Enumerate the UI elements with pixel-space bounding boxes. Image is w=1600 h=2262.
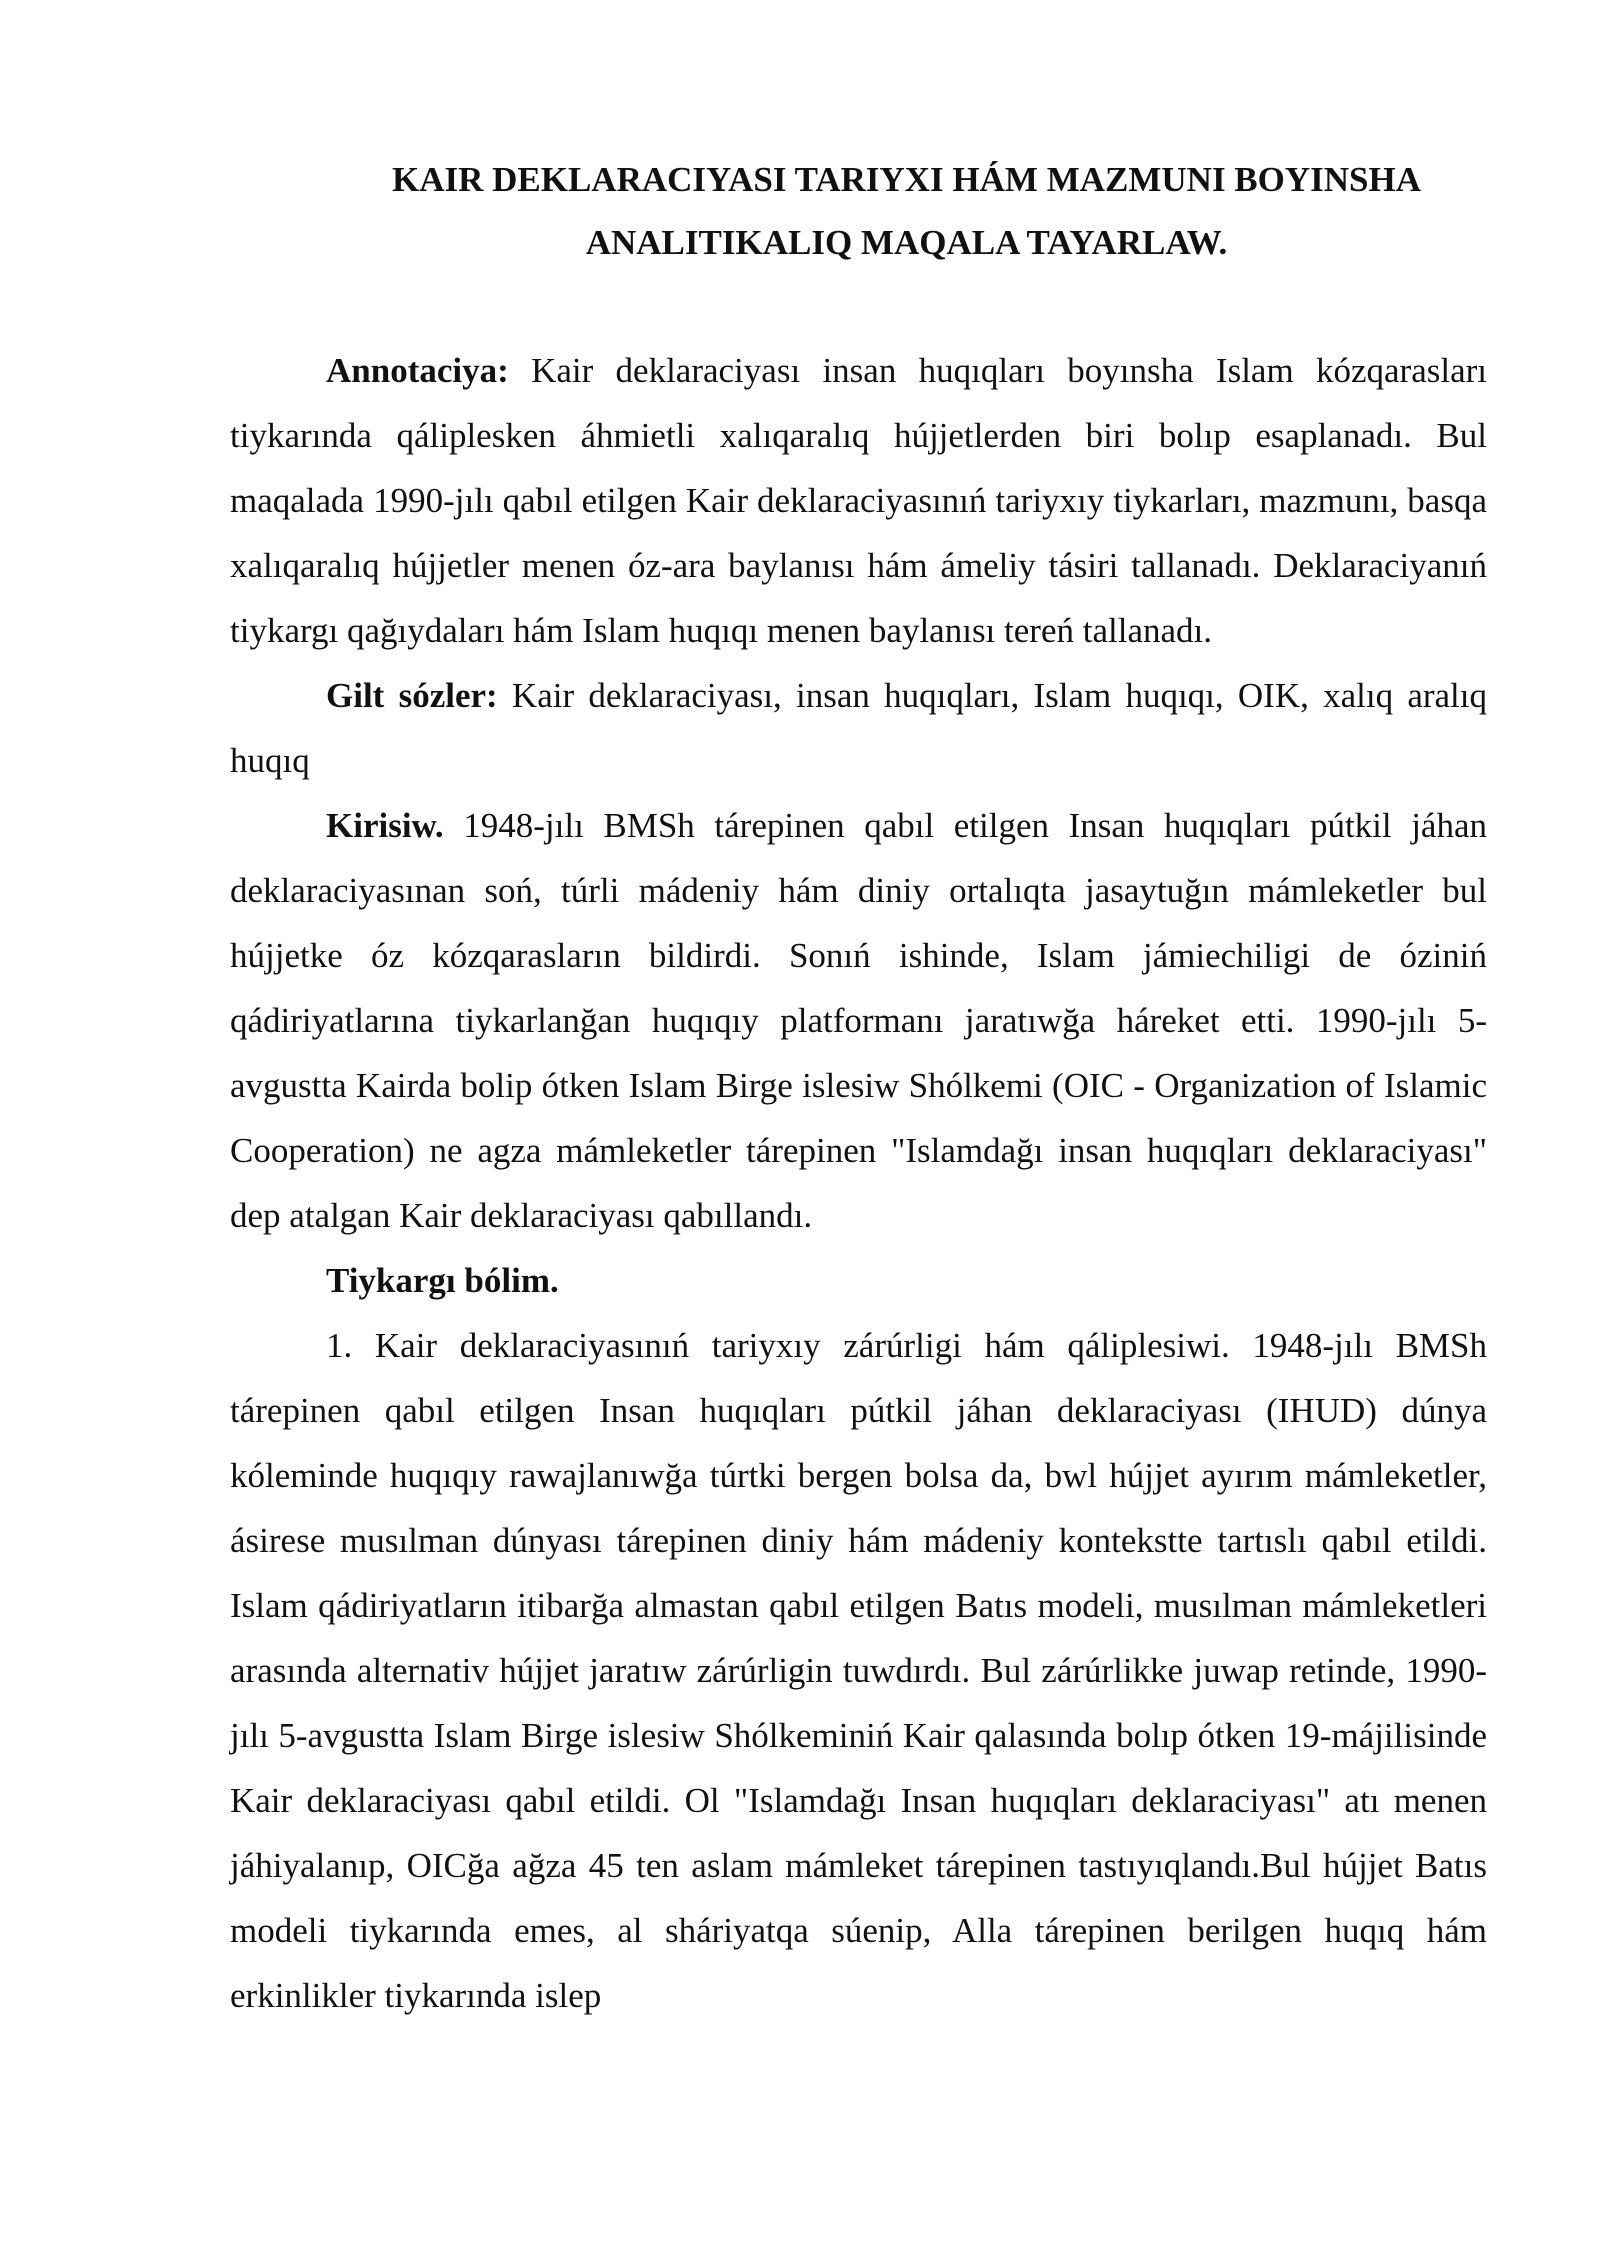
- annotation-text: Kair deklaraciyası insan huqıqları boyınsha Islam kózqarasları tiykarında qáliplesken áhmietli xalıqaralıq hújjetlerden biri bolıp esaplanadı. Bul maqalada 1990-jılı qabıl etilgen Kair deklaraciyasınıń tariyxıy tiykarları, mazmunı, basqa xalıqaralıq hújjetler menen óz-ara baylanısı hám ámeliy tásiri tallanadı. Deklaraciyanıń tiykargı qağıydaları hám Islam huqıqı menen baylanısı tereń tallanadı.: [230, 351, 1487, 650]
- keywords-text: Kair deklaraciyası, insan huqıqları, Islam huqıqı, OIK, xalıq aralıq huqıq: [230, 676, 1488, 780]
- title-line-2: ANALITIKALIQ MAQALA TAYARLAW.: [585, 223, 1228, 262]
- intro-paragraph: [230, 793, 1487, 1248]
- intro-label: Kirisiw.: [326, 806, 444, 845]
- document-title: [230, 148, 1487, 274]
- title-line-1: KAIR DEKLARACIYASI TARIYXI HÁM MAZMUNI BOYINSHA: [391, 160, 1422, 199]
- document-content: [230, 148, 1487, 2028]
- section-1-paragraph: 1. Kair deklaraciyasınıń tariyxıy zárúrligi hám qáliplesiwi. 1948-jılı BMSh tárepinen qabıl etilgen Insan huqıqları pútkil jáhan deklaraciyası (IHUD) dúnya kóleminde huqıqıy rawajlanıwğa túrtki bergen bolsa da, bwl hújjet ayırım mámleketler, ásirese musılman dúnyası tárepinen diniy hám mádeniy kontekstte tartıslı qabıl etildi. Islam qádiriyatların itibarğa almastan qabıl etilgen Batıs modeli, musılman mámleketleri arasında alternativ hújjet jaratıw zárúrligin tuwdırdı. Bul zárúrlikke juwap retinde, 1990-jılı 5-avgustta Islam Birge islesiw Shólkeminiń Kair qalasında bolıp ótken 19-májilisinde Kair deklaraciyası qabıl etildi. Ol "Islamdağı Insan huqıqları deklaraciyası" atı menen jáһiyalanıp, OICğa ağza 45 ten aslam mámleket tárepinen tastıyıqlandı.Bul hújjet Batıs modeli tiykarında emes, al sháriyatqa súenip, Alla tárepinen berilgen huqıq hám erkinlikler tiykarında islep: [230, 1326, 1487, 2015]
- keywords-label: Gilt sózler:: [326, 676, 498, 715]
- document-body: [230, 338, 1487, 2028]
- annotation-paragraph: [230, 338, 1487, 663]
- intro-text: 1948-jılı BMSh tárepinen qabıl etilgen Insan huqıqları pútkil jáhan deklaraciyasınan soń, túrli mádeniy hám diniy ortalıqta jasaytuğın mámleketler bul hújjetke óz kózqarasların bildirdi. Sonıń ishinde, Islam jámiechiligi de óziniń qádiriyatlarına tiykarlanğan huqıqıy platformanı jaratıwğa háreket etti. 1990-jılı 5-avgustta Kairda bolip ótken Islam Birge islesiw Shólkemi (OIC - Organization of Islamic Cooperation) ne agza mámleketler tárepinen "Islamdağı insan huqıqları deklaraciyası" dep atalgan Kair deklaraciyası qabıllandı.: [230, 806, 1487, 1235]
- keywords-paragraph: [230, 663, 1487, 793]
- annotation-label: Annotaciya:: [326, 351, 509, 390]
- main-section-heading: Tiykargı bólim.: [326, 1261, 559, 1300]
